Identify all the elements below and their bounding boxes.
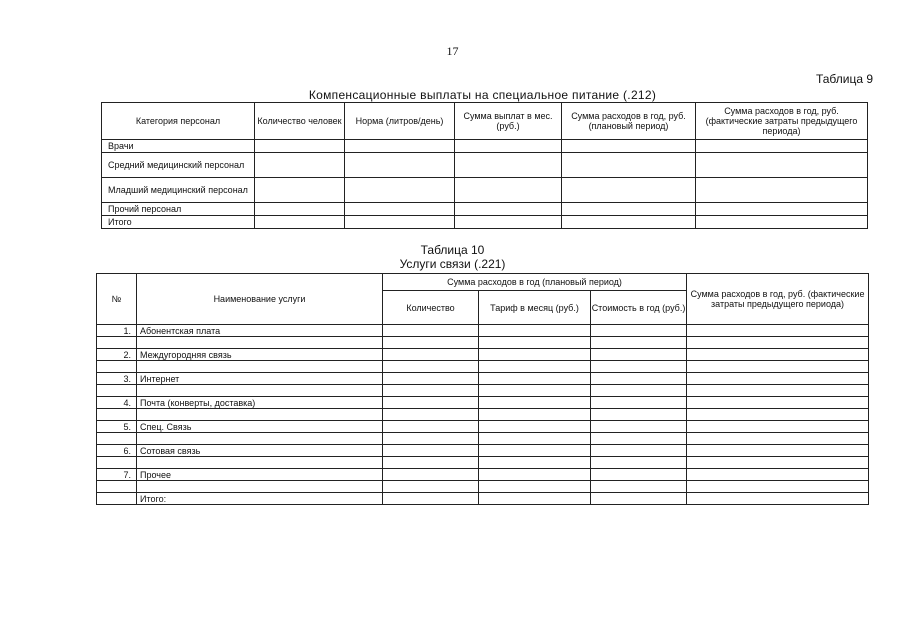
table10-empty-cell xyxy=(591,361,687,373)
table10-empty-cell xyxy=(591,325,687,337)
table9-label: Таблица 9 xyxy=(815,72,873,86)
table-row xyxy=(97,457,869,469)
table10-empty-cell xyxy=(383,469,479,481)
table9-header-category: Категория персонал xyxy=(102,103,255,140)
table10-empty-cell xyxy=(137,481,383,493)
table-row xyxy=(102,153,868,178)
table-row xyxy=(97,409,869,421)
table9-header-count: Количество человек xyxy=(255,103,345,140)
table10-empty-cell xyxy=(687,373,869,385)
table10-empty-cell xyxy=(591,433,687,445)
table10-empty-cell xyxy=(479,325,591,337)
table9-header-norm: Норма (литров/день) xyxy=(345,103,455,140)
table-row xyxy=(97,349,869,361)
table10-total-row xyxy=(97,493,869,505)
table10-empty-cell xyxy=(591,421,687,433)
table10-row-num: 5. xyxy=(97,421,137,433)
table-row xyxy=(97,481,869,493)
table10-header-name: Наименование услуги xyxy=(137,274,383,325)
table10 xyxy=(96,273,869,505)
table10-empty-cell xyxy=(687,457,869,469)
table10-empty-cell xyxy=(687,421,869,433)
table10-empty-cell xyxy=(383,361,479,373)
table10-empty-cell xyxy=(479,337,591,349)
table10-empty-cell xyxy=(383,337,479,349)
table10-empty-cell xyxy=(591,457,687,469)
table10-empty-cell xyxy=(97,493,137,505)
table10-empty-cell xyxy=(137,457,383,469)
table-row xyxy=(97,469,869,481)
table10-row-num: 4. xyxy=(97,397,137,409)
table-row xyxy=(97,373,869,385)
table10-empty-cell xyxy=(383,433,479,445)
table9-row-label: Прочий персонал xyxy=(102,203,255,216)
table10-empty-cell xyxy=(97,457,137,469)
table10-empty-cell xyxy=(383,445,479,457)
page-number: 17 xyxy=(446,44,459,58)
table10-empty-cell xyxy=(687,385,869,397)
table10-row-num: 3. xyxy=(97,373,137,385)
table10-empty-cell xyxy=(687,349,869,361)
table9-row-label: Врачи xyxy=(102,140,255,153)
table10-empty-cell xyxy=(97,481,137,493)
table10-empty-cell xyxy=(591,385,687,397)
table-row xyxy=(97,337,869,349)
table-row xyxy=(97,397,869,409)
table-row xyxy=(102,178,868,203)
table10-title: Услуги связи (.221) xyxy=(399,257,506,271)
table9-row-label: Итого xyxy=(102,216,255,229)
table10-empty-cell xyxy=(687,445,869,457)
table10-empty-cell xyxy=(383,421,479,433)
table10-empty-cell xyxy=(591,349,687,361)
table10-empty-cell xyxy=(479,373,591,385)
table10-empty-cell xyxy=(137,433,383,445)
table-row xyxy=(97,445,869,457)
table10-empty-cell xyxy=(687,481,869,493)
table10-empty-cell xyxy=(479,481,591,493)
table10-empty-cell xyxy=(383,397,479,409)
table10-empty-cell xyxy=(383,481,479,493)
table9-row-label: Младший медицинский персонал xyxy=(102,178,255,203)
table-row xyxy=(97,421,869,433)
table10-empty-cell xyxy=(97,361,137,373)
table10-empty-cell xyxy=(97,385,137,397)
table-row xyxy=(97,433,869,445)
table9-header-monthly: Сумма выплат в мес.(руб.) xyxy=(455,103,562,140)
table10-empty-cell xyxy=(383,385,479,397)
table10-empty-cell xyxy=(479,361,591,373)
table10-empty-cell xyxy=(137,361,383,373)
table10-row-name: Междугородняя связь xyxy=(137,349,383,361)
table10-empty-cell xyxy=(687,469,869,481)
table10-header-qty: Количество xyxy=(383,291,479,325)
table10-row-num: 7. xyxy=(97,469,137,481)
table10-empty-cell xyxy=(591,397,687,409)
table10-empty-cell xyxy=(479,409,591,421)
table10-row-name: Интернет xyxy=(137,373,383,385)
table9-header-row xyxy=(102,103,868,140)
table10-empty-cell xyxy=(479,433,591,445)
table10-label: Таблица 10 xyxy=(420,243,485,257)
table10-empty-cell xyxy=(687,325,869,337)
table10-empty-cell xyxy=(687,397,869,409)
table10-empty-cell xyxy=(137,385,383,397)
table10-empty-cell xyxy=(97,337,137,349)
table10-empty-cell xyxy=(97,433,137,445)
table10-empty-cell xyxy=(687,433,869,445)
table10-row-name: Спец. Связь xyxy=(137,421,383,433)
table10-empty-cell xyxy=(591,409,687,421)
table10-empty-cell xyxy=(479,397,591,409)
table10-row-name: Почта (конверты, доставка) xyxy=(137,397,383,409)
table-row xyxy=(97,325,869,337)
table10-empty-cell xyxy=(687,361,869,373)
table9-header-planned: Сумма расходов в год, руб. (плановый период) xyxy=(562,103,696,140)
table10-empty-cell xyxy=(137,337,383,349)
table10-empty-cell xyxy=(479,421,591,433)
table-row xyxy=(97,361,869,373)
table9 xyxy=(101,102,868,229)
table10-empty-cell xyxy=(591,445,687,457)
table10-header-cost: Стоимость в год (руб.) xyxy=(591,291,687,325)
table10-empty-cell xyxy=(591,373,687,385)
table10-empty-cell xyxy=(383,409,479,421)
table10-row-num: 2. xyxy=(97,349,137,361)
table10-empty-cell xyxy=(383,493,479,505)
table10-empty-cell xyxy=(97,409,137,421)
table-row xyxy=(97,385,869,397)
table10-header-group: Сумма расходов в год (плановый период) xyxy=(383,274,687,291)
table10-row-num: 1. xyxy=(97,325,137,337)
table10-row-name: Абонентская плата xyxy=(137,325,383,337)
table10-empty-cell xyxy=(383,373,479,385)
table10-empty-cell xyxy=(479,493,591,505)
table10-empty-cell xyxy=(591,469,687,481)
table9-header-actual: Сумма расходов в год, руб. (фактические затраты предыдущего периода) xyxy=(696,103,868,140)
table10-empty-cell xyxy=(137,409,383,421)
table10-header-actual: Сумма расходов в год, руб. (фактические затраты предыдущего периода) xyxy=(687,274,869,325)
table10-empty-cell xyxy=(479,445,591,457)
table10-empty-cell xyxy=(383,325,479,337)
table10-empty-cell xyxy=(687,409,869,421)
table9-row-label: Средний медицинский персонал xyxy=(102,153,255,178)
table10-row-name: Прочее xyxy=(137,469,383,481)
table-row xyxy=(102,203,868,216)
table10-empty-cell xyxy=(591,481,687,493)
table10-empty-cell xyxy=(479,349,591,361)
table10-empty-cell xyxy=(479,385,591,397)
table-row xyxy=(102,140,868,153)
table-row xyxy=(102,216,868,229)
table10-empty-cell xyxy=(383,457,479,469)
table10-empty-cell xyxy=(591,493,687,505)
table10-header-tariff: Тариф в месяц (руб.) xyxy=(479,291,591,325)
table10-row-name: Сотовая связь xyxy=(137,445,383,457)
table10-empty-cell xyxy=(383,349,479,361)
table10-empty-cell xyxy=(479,469,591,481)
table10-empty-cell xyxy=(687,493,869,505)
table10-total-label: Итого: xyxy=(137,493,383,505)
table10-empty-cell xyxy=(687,337,869,349)
table10-empty-cell xyxy=(591,337,687,349)
table10-row-num: 6. xyxy=(97,445,137,457)
table10-header-row xyxy=(97,274,869,291)
table10-header-num: № xyxy=(97,274,137,325)
table9-title: Компенсационные выплаты на специальное питание (.212) xyxy=(308,88,657,102)
table10-empty-cell xyxy=(479,457,591,469)
